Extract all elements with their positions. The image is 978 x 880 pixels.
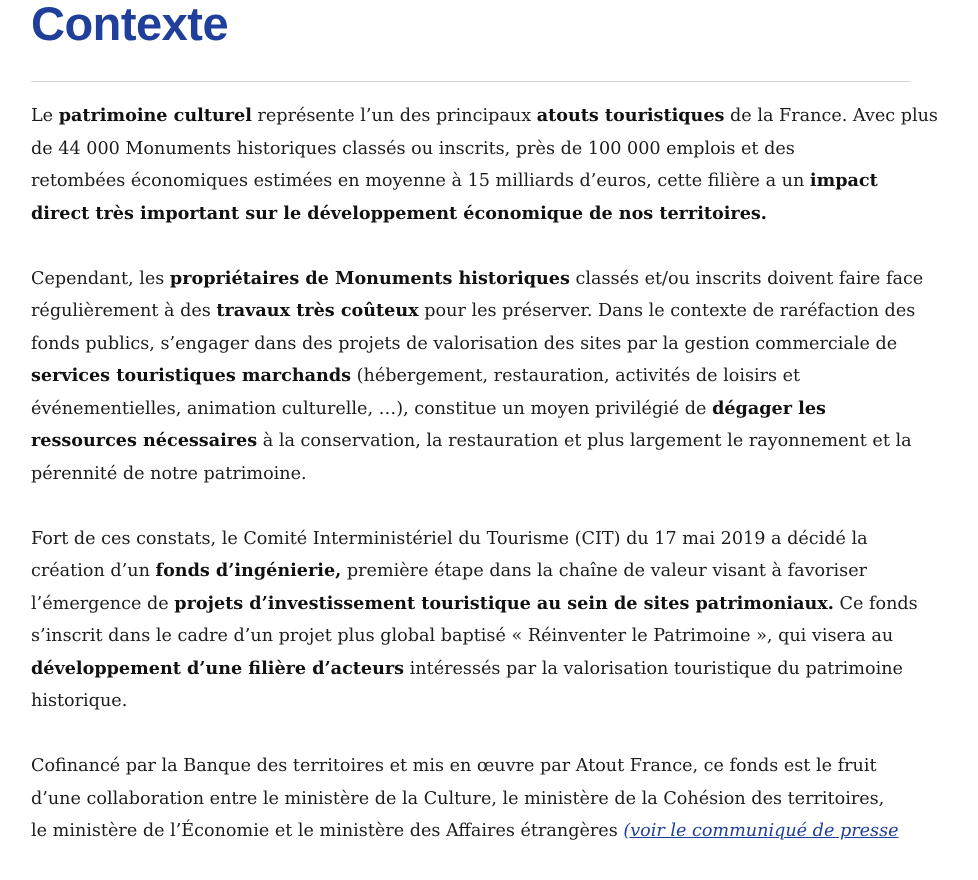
bold-text: ressources nécessaires — [31, 430, 258, 451]
body-text: l’émergence de — [31, 593, 175, 614]
body-text: pérennité de notre patrimoine. — [31, 463, 307, 484]
body-text: création d’un — [31, 561, 156, 581]
title-divider — [31, 81, 911, 82]
body-text: première étape dans la chaîne de valeur visant à favoriser — [341, 561, 868, 581]
body-text: à la conservation, la restauration et plus largement le rayonnement et la — [257, 431, 912, 451]
bold-text: services touristiques marchands — [31, 365, 352, 386]
body-text: Ce fonds — [833, 593, 918, 614]
body-text: d’une collaboration entre le ministère de la Culture, le ministère de la Cohésion des territoires, — [31, 788, 885, 809]
bold-text: projets d’investissement touristique au sein de sites patrimoniaux. — [174, 592, 834, 614]
bold-text: fonds d’ingénierie, — [155, 560, 342, 581]
body-text: le ministère de l’Économie et le ministère des Affaires étrangères — [31, 821, 624, 841]
bold-text: direct très important sur le développement économique de nos territoires. — [31, 202, 767, 224]
article-body — [31, 100, 938, 880]
bold-text: travaux très coûteux — [216, 300, 419, 321]
body-text: Le — [31, 106, 59, 126]
article-paragraph — [31, 750, 911, 848]
body-text: historique. — [31, 691, 128, 711]
body-text: de la France. Avec plus — [724, 106, 938, 126]
body-text: classés et/ou inscrits doivent faire face — [569, 268, 924, 289]
body-text: pour les préserver. Dans le contexte de raréfaction des — [418, 301, 916, 321]
body-text: intéressés par la valorisation touristique du patrimoine — [404, 658, 903, 679]
bold-text: propriétaires de Monuments historiques — [169, 267, 570, 289]
bold-text: patrimoine culturel — [58, 105, 252, 126]
body-text: Cependant, les — [31, 268, 170, 289]
bold-text: impact — [809, 170, 878, 191]
article-paragraph — [31, 523, 918, 718]
body-text: (hébergement, restauration, activités de loisirs et — [351, 366, 801, 386]
body-text: Fort de ces constats, le Comité Interministériel du Tourisme (CIT) du 17 mai 2019 a décidé la — [31, 528, 868, 549]
body-text: événementielles, animation culturelle, …), constitue un moyen privilégié de — [31, 398, 713, 419]
body-text: régulièrement à des — [31, 301, 217, 321]
body-text: représente l’un des principaux — [251, 106, 537, 126]
article-paragraph — [31, 100, 938, 230]
body-text: Cofinancé par la Banque des territoires et mis en œuvre par Atout France, ce fonds est le fruit — [31, 756, 877, 776]
bold-text: atouts touristiques — [536, 105, 725, 126]
article-paragraph — [31, 263, 924, 491]
body-text: fonds publics, s’engager dans des projets de valorisation des sites par la gestion commerciale de — [31, 333, 898, 354]
bold-text: dégager les — [712, 397, 826, 419]
press-release-link[interactable]: (voir le communiqué de presse — [623, 821, 899, 841]
body-text: s’inscrit dans le cadre d’un projet plus global baptisé « Réinventer le Patrimoine », qui visera au — [31, 626, 894, 646]
body-text: retombées économiques estimées en moyenne à 15 milliards d’euros, cette filière a un — [31, 171, 810, 191]
bold-text: développement d’une filière d’acteurs — [31, 657, 405, 679]
page-title: Contexte — [31, 0, 229, 50]
body-text: de 44 000 Monuments historiques classés ou inscrits, près de 100 000 emplois et des — [31, 138, 795, 159]
